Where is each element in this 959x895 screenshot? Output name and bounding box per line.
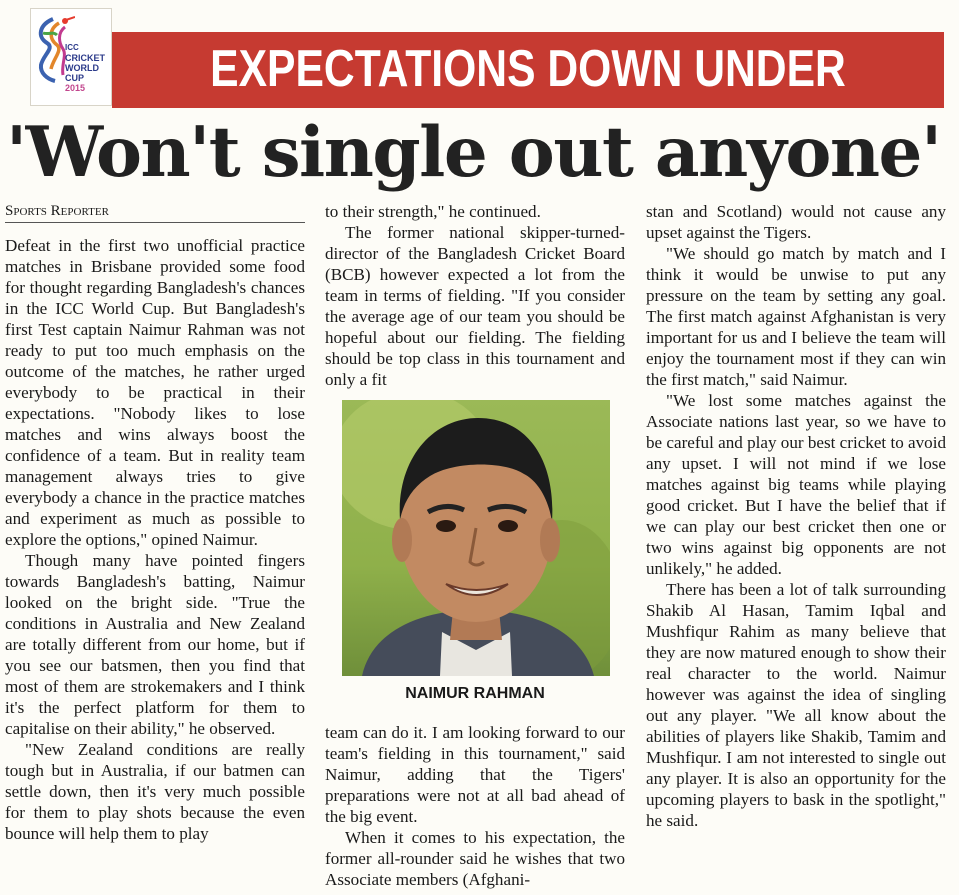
paragraph: stan and Scotland) would not cause any upset against the Tigers. [646, 202, 946, 242]
paragraph: "New Zealand conditions are really tough but in Australia, if our batmen can settle down, then it's very much possible for them to play shots because the even bounce will help them to play [5, 740, 305, 843]
article-column-2-bottom [325, 722, 625, 890]
logo-text-cricket: CRICKET [65, 53, 105, 63]
paragraph: Defeat in the first two unofficial practice matches in Brisbane provided some food for thought regarding Bangladesh's chances in the ICC World Cup. But Bangladesh's first Test captain Naimur Rahman was not ready to put too much emphasis on the outcome of the matches, he rather urged everybody to be practical in their expectations. "Nobody likes to lose matches and wins always boost the confidence of a team. But in reality team management always tries to give everybody a chance in the practice matches and experiment as much as possible to explore the options," opined Naimur. [5, 236, 305, 549]
paragraph: to their strength," he continued. [325, 202, 541, 221]
logo-text-year: 2015 [65, 83, 86, 93]
portrait-photo [342, 400, 610, 676]
paragraph: When it comes to his expectation, the former all-rounder said he wishes that two Associate members (Afghani- [325, 828, 625, 889]
paragraph: team can do it. I am looking forward to our team's fielding in this tournament," said Naimur, adding that the Tigers' preparations were not at all bad ahead of the big event. [325, 723, 625, 826]
paragraph: There has been a lot of talk surrounding Shakib Al Hasan, Tamim Iqbal and Mushfiqur Rahim as many believe that they are now matured enough to show their real character to the world. Naimur however was against the idea of singling out any player. "We all know about the abilities of players like Shakib, Tamim and Mushfiqur. I am not interested to single out any player. It is also an opportunity for the upcoming players to bask in the spotlight," he said. [646, 580, 946, 830]
paragraph: "We should go match by match and I think it would be unwise to put any pressure on the team by setting any goal. The first match against Afghanistan is very important for us and I believe the team will enjoy the tournament most if they can win the first match," said Naimur. [646, 244, 946, 389]
article-column-2-top [325, 201, 625, 390]
photo-caption: NAIMUR RAHMAN [405, 685, 545, 702]
article-headline: 'Won't single out anyone' [6, 112, 941, 193]
section-banner [112, 32, 944, 108]
world-cup-logo [30, 8, 112, 106]
paragraph: The former national skipper-turned-director of the Bangladesh Cricket Board (BCB) however expected a lot from the team in terms of fielding. "If you consider the average age of our team you should be hopeful about our fielding. The fielding should be top class in this tournament and only a fit [325, 223, 625, 389]
logo-text-icc: ICC [65, 43, 79, 52]
byline: Sports Reporter [5, 201, 305, 223]
article-column-1 [5, 201, 305, 844]
paragraph: "We lost some matches against the Associate nations last year, so we have to be careful and play our best cricket to avoid any upset. I will not mind if we lose matches against big teams while playing good cricket. But I have the belief that if we can play our best cricket then one or two wins against big opponents are not unlikely," he added. [646, 391, 946, 578]
paragraph: Though many have pointed fingers towards Bangladesh's batting, Naimur looked on the bright side. "True the conditions in Australia and New Zealand are totally different from our home, but if you see our batsmen, then you find that most of them are strokemakers and I think it's the perfect platform for them to capitalise on their ability," he observed. [5, 551, 305, 738]
logo-text-world: WORLD [65, 63, 99, 73]
article-column-3 [646, 201, 946, 831]
logo-text-cup: CUP [65, 73, 85, 83]
banner-title: EXPECTATIONS DOWN UNDER [210, 40, 846, 98]
portrait-illustration [342, 400, 610, 676]
